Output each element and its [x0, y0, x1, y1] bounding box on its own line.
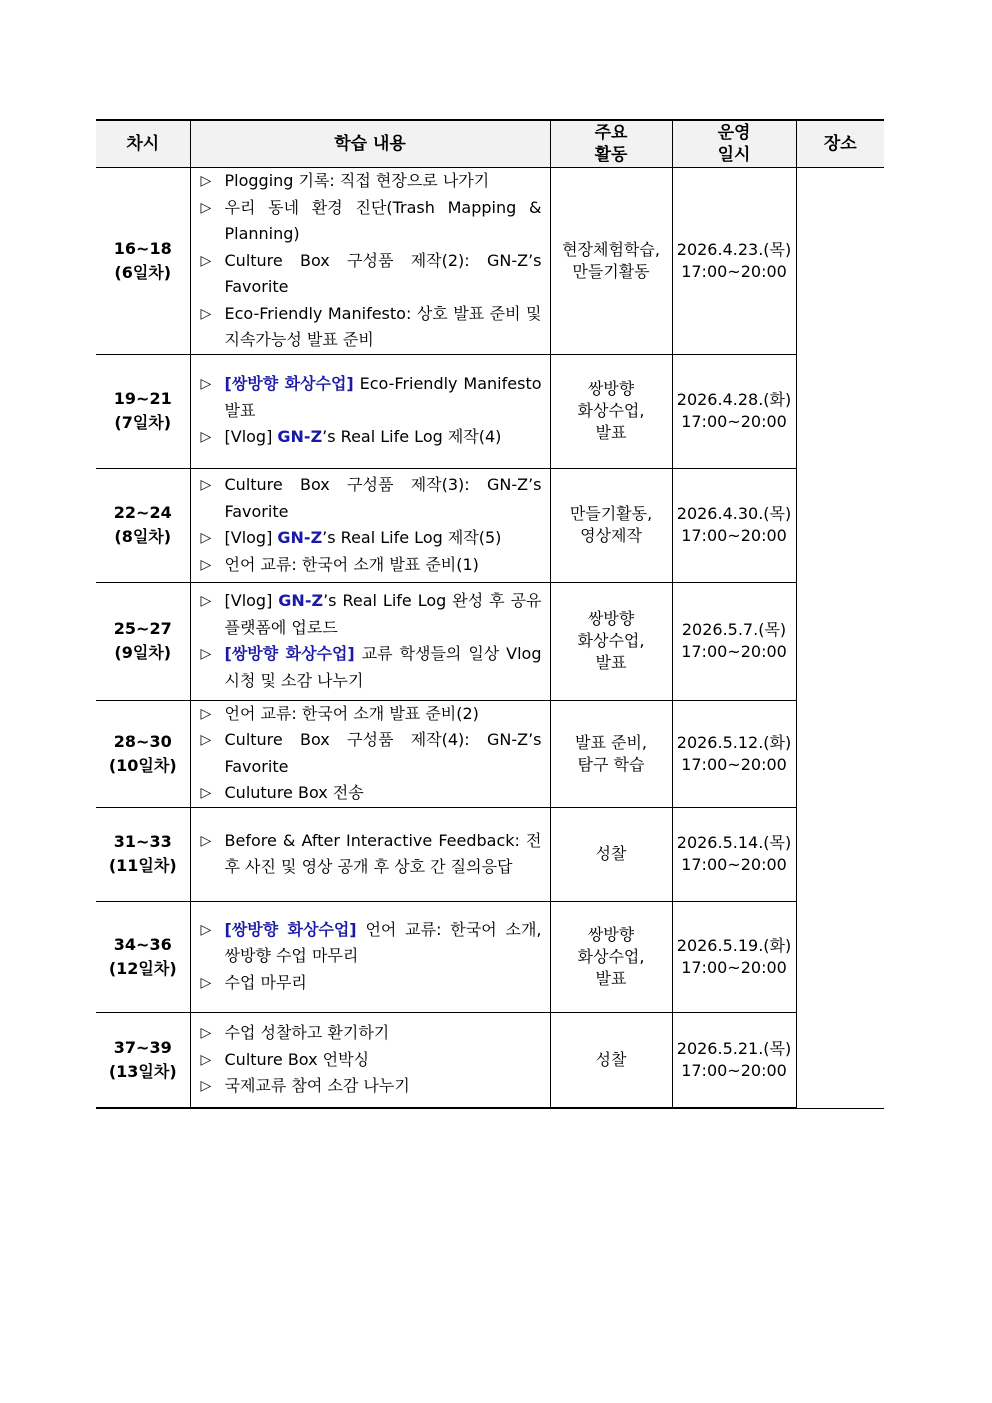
item-body: Before & After Interactive Feedback: 전후 사진 및 영상 공개 후 상호 간 질의응답 — [224, 830, 542, 876]
item-text — [225, 641, 542, 694]
list-item — [201, 168, 542, 195]
list-item — [201, 701, 542, 728]
list-item — [201, 1073, 542, 1100]
list-item — [201, 727, 542, 780]
highlight-tag: GN-Z — [277, 427, 323, 447]
session-range: 34~36 — [113, 934, 172, 954]
triangle-bullet-icon: ▷ — [200, 530, 212, 546]
schedule-time: 17:00~20:00 — [681, 412, 787, 431]
session-day: (8일차) — [114, 527, 172, 546]
activity-line: 현장체험학습, — [562, 239, 660, 259]
schedule-date: 2026.5.21.(목) — [676, 1038, 792, 1058]
schedule-date: 2026.5.19.(화) — [676, 935, 792, 955]
activity-line: 화상수업, — [577, 946, 645, 966]
item-text — [225, 970, 542, 997]
activity-cell — [550, 168, 672, 355]
item-body: Culture Box 구성품 제작(4): GN-Z’s Favorite — [224, 730, 542, 776]
item-text — [225, 301, 542, 354]
session-cell — [96, 807, 190, 901]
schedule-date: 2026.4.23.(목) — [676, 239, 792, 259]
session-range: 28~30 — [113, 731, 172, 751]
table-row — [96, 1012, 884, 1108]
activity-line: 쌍방향 — [587, 924, 635, 944]
header-content: 학습 내용 — [190, 120, 550, 168]
item-body: 교류 학생들의 일상 Vlog 시청 및 소감 나누기 — [224, 644, 542, 690]
triangle-bullet-icon: ▷ — [200, 1051, 212, 1068]
triangle-bullet-icon: ▷ — [200, 429, 212, 446]
item-text — [225, 727, 542, 780]
table-row — [96, 807, 884, 901]
schedule-date: 2026.5.12.(화) — [676, 732, 792, 752]
triangle-bullet-icon: ▷ — [200, 921, 212, 938]
schedule-cell — [672, 168, 796, 355]
schedule-time: 17:00~20:00 — [681, 1060, 787, 1080]
table-row — [96, 700, 884, 807]
session-cell — [96, 1012, 190, 1108]
activity-cell — [550, 468, 672, 582]
item-prefix: [Vlog] — [224, 591, 279, 610]
list-item — [201, 248, 542, 301]
item-body: Culture Box 구성품 제작(2): GN-Z’s Favorite — [224, 250, 542, 296]
schedule-time: 17:00~20:00 — [681, 957, 787, 977]
session-range: 19~21 — [113, 389, 172, 408]
list-item — [201, 970, 542, 997]
item-body: Plogging 기록: 직접 현장으로 나가기 — [224, 171, 490, 190]
item-body: 언어 교류: 한국어 소개 발표 준비(2) — [224, 703, 479, 723]
list-item — [201, 525, 542, 552]
header-schedule-line1: 운영 — [717, 123, 751, 143]
item-prefix: [Vlog] — [224, 528, 278, 547]
item-text — [225, 248, 542, 301]
activity-line: 영상제작 — [580, 526, 642, 545]
content-cell — [190, 700, 550, 807]
schedule-time: 17:00~20:00 — [681, 855, 787, 874]
schedule-date: 2026.5.14.(목) — [676, 833, 792, 852]
item-text — [225, 195, 542, 248]
triangle-bullet-icon: ▷ — [200, 785, 212, 801]
item-text — [225, 588, 542, 641]
triangle-bullet-icon: ▷ — [200, 1025, 212, 1041]
schedule-cell — [672, 468, 796, 582]
highlight-tag: [쌍방향 화상수업] — [224, 374, 354, 394]
item-body: Culuture Box 전송 — [224, 783, 364, 802]
schedule-table — [96, 119, 884, 1109]
item-text — [225, 168, 542, 195]
content-cell — [190, 168, 550, 355]
item-text — [225, 1020, 542, 1047]
session-day: (7일차) — [114, 413, 172, 432]
list-item — [201, 552, 542, 579]
schedule-cell — [672, 354, 796, 468]
item-body: Eco-Friendly Manifesto: 상호 발표 준비 및 지속가능성 발표 준비 — [224, 303, 542, 349]
header-schedule-line2: 일시 — [717, 145, 751, 165]
triangle-bullet-icon: ▷ — [200, 974, 212, 991]
session-range: 16~18 — [113, 238, 172, 258]
session-cell — [96, 901, 190, 1012]
activity-line: 발표 — [595, 653, 627, 672]
list-item — [201, 917, 542, 970]
activity-line: 쌍방향 — [587, 609, 635, 628]
activity-line: 탐구 학습 — [577, 754, 645, 774]
item-text — [225, 552, 542, 579]
header-place: 장소 — [796, 120, 884, 168]
content-cell — [190, 468, 550, 582]
triangle-bullet-icon: ▷ — [200, 593, 212, 609]
activity-cell — [550, 354, 672, 468]
item-body: ’s Real Life Log 제작(4) — [322, 427, 502, 447]
table-row — [96, 582, 884, 700]
item-body: 언어 교류: 한국어 소개, 쌍방향 수업 마무리 — [224, 919, 542, 966]
activity-line: 발표 — [595, 423, 627, 442]
highlight-tag: [쌍방향 화상수업] — [224, 919, 357, 939]
item-body: 우리 동네 환경 진단(Trash Mapping & Planning) — [224, 197, 542, 243]
activity-line: 쌍방향 — [587, 379, 635, 398]
item-text — [225, 701, 542, 728]
triangle-bullet-icon: ▷ — [200, 376, 212, 393]
item-text — [225, 917, 542, 970]
item-text — [225, 424, 542, 451]
triangle-bullet-icon: ▷ — [200, 832, 212, 849]
session-cell — [96, 168, 190, 355]
header-session: 차시 — [96, 120, 190, 168]
triangle-bullet-icon: ▷ — [200, 199, 212, 216]
session-range: 31~33 — [113, 832, 172, 851]
session-day: (12일차) — [108, 958, 177, 978]
table-row — [96, 468, 884, 582]
session-cell — [96, 582, 190, 700]
item-text — [225, 1047, 542, 1074]
schedule-date: 2026.5.7.(목) — [681, 620, 787, 639]
triangle-bullet-icon: ▷ — [200, 305, 212, 322]
schedule-time: 17:00~20:00 — [681, 754, 787, 774]
schedule-time: 17:00~20:00 — [681, 526, 787, 545]
activity-cell — [550, 582, 672, 700]
activity-line: 성찰 — [595, 844, 627, 863]
list-item — [201, 472, 542, 525]
triangle-bullet-icon: ▷ — [200, 646, 212, 662]
schedule-cell — [672, 1012, 796, 1108]
triangle-bullet-icon: ▷ — [200, 252, 212, 269]
list-item — [201, 588, 542, 641]
schedule-date: 2026.4.30.(목) — [676, 504, 792, 523]
activity-cell — [550, 1012, 672, 1108]
highlight-tag: GN-Z — [278, 591, 324, 610]
header-activity — [550, 120, 672, 168]
schedule-cell — [672, 582, 796, 700]
session-day: (10일차) — [108, 755, 177, 775]
place-cell — [796, 168, 884, 1109]
content-cell — [190, 354, 550, 468]
item-body: Culture Box 언박싱 — [224, 1049, 370, 1069]
item-body: 국제교류 참여 소감 나누기 — [224, 1076, 410, 1095]
table-row — [96, 901, 884, 1012]
table-row — [96, 168, 884, 355]
item-body: 언어 교류: 한국어 소개 발표 준비(1) — [224, 554, 479, 574]
activity-line: 화상수업, — [577, 401, 645, 420]
activity-line: 화상수업, — [577, 631, 645, 650]
item-body: ’s Real Life Log 제작(5) — [322, 528, 502, 547]
activity-line: 발표 준비, — [575, 732, 647, 752]
header-activity-line2: 활동 — [594, 145, 628, 165]
activity-cell — [550, 901, 672, 1012]
item-prefix: [Vlog] — [224, 427, 278, 447]
triangle-bullet-icon: ▷ — [200, 1078, 212, 1094]
list-item — [201, 780, 542, 807]
item-body: ’s Real Life Log 완성 후 공유 플랫폼에 업로드 — [224, 591, 542, 637]
item-text — [225, 1073, 542, 1100]
session-day: (9일차) — [114, 643, 172, 662]
list-item — [201, 641, 542, 694]
header-activity-line1: 주요 — [594, 123, 628, 143]
schedule-body — [96, 168, 884, 1109]
triangle-bullet-icon: ▷ — [200, 556, 212, 573]
schedule-cell — [672, 700, 796, 807]
list-item — [201, 424, 542, 451]
session-range: 37~39 — [113, 1037, 172, 1057]
schedule-date: 2026.4.28.(화) — [676, 390, 792, 409]
content-cell — [190, 582, 550, 700]
triangle-bullet-icon: ▷ — [200, 173, 212, 189]
list-item — [201, 1020, 542, 1047]
item-text — [225, 828, 542, 881]
activity-line: 만들기활동, — [569, 504, 653, 523]
activity-line: 성찰 — [595, 1049, 627, 1069]
triangle-bullet-icon: ▷ — [200, 705, 212, 722]
item-body: Eco-Friendly Manifesto 발표 — [224, 374, 542, 420]
session-day: (13일차) — [108, 1061, 177, 1081]
schedule-time: 17:00~20:00 — [681, 642, 787, 661]
activity-cell — [550, 807, 672, 901]
item-text — [225, 472, 542, 525]
schedule-cell — [672, 901, 796, 1012]
session-cell — [96, 468, 190, 582]
header-row — [96, 120, 884, 168]
content-cell — [190, 807, 550, 901]
schedule-cell — [672, 807, 796, 901]
list-item — [201, 828, 542, 881]
session-range: 25~27 — [113, 619, 172, 638]
session-range: 22~24 — [113, 503, 172, 522]
header-schedule — [672, 120, 796, 168]
table-row — [96, 354, 884, 468]
triangle-bullet-icon: ▷ — [200, 477, 212, 493]
session-day: (11일차) — [108, 856, 177, 875]
session-cell — [96, 354, 190, 468]
triangle-bullet-icon: ▷ — [200, 732, 212, 748]
highlight-tag: GN-Z — [277, 528, 323, 547]
list-item — [201, 301, 542, 354]
item-body: Culture Box 구성품 제작(3): GN-Z’s Favorite — [224, 475, 542, 521]
list-item — [201, 371, 542, 424]
list-item — [201, 1047, 542, 1074]
activity-cell — [550, 700, 672, 807]
content-cell — [190, 901, 550, 1012]
schedule-time: 17:00~20:00 — [681, 261, 787, 281]
session-day: (6일차) — [114, 262, 172, 282]
activity-line: 만들기활동 — [572, 261, 650, 281]
content-cell — [190, 1012, 550, 1108]
item-text — [225, 780, 542, 807]
item-body: 수업 성찰하고 환기하기 — [224, 1023, 390, 1042]
session-cell — [96, 700, 190, 807]
item-text — [225, 371, 542, 424]
highlight-tag: [쌍방향 화상수업] — [224, 644, 355, 663]
item-body: 수업 마무리 — [224, 972, 307, 992]
item-text — [225, 525, 542, 552]
activity-line: 발표 — [595, 968, 627, 988]
list-item — [201, 195, 542, 248]
